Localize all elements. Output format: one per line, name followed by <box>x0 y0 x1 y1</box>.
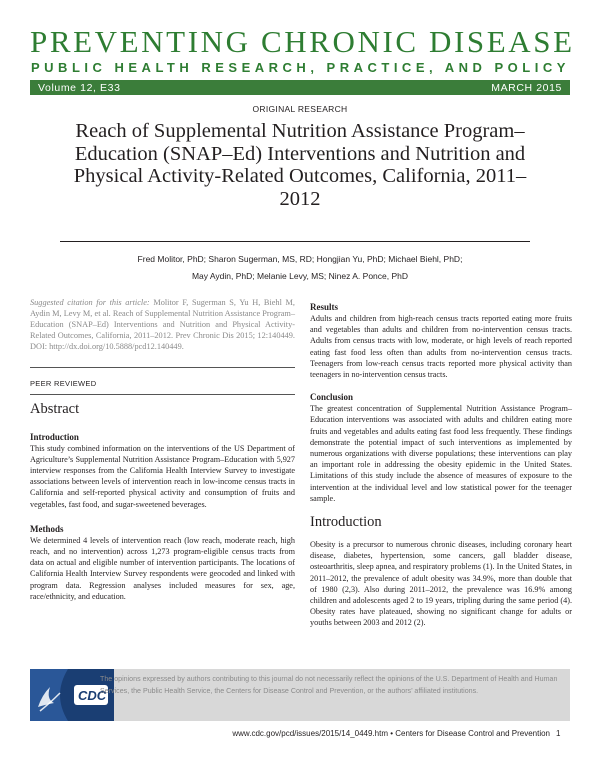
section-divider <box>30 394 295 395</box>
cdc-logo-text: CDC <box>78 688 107 703</box>
introduction-heading: Introduction <box>310 514 382 531</box>
section-divider <box>30 367 295 368</box>
abstract-introduction-heading: Introduction <box>30 431 79 442</box>
right-column <box>310 302 572 629</box>
issue-date: MARCH 2015 <box>491 81 562 94</box>
footer-disclaimer-bar <box>30 669 570 721</box>
title-divider <box>60 241 530 242</box>
methods-text: We determined 4 levels of intervention reach (low reach, moderate reach, high reach, and no intervention) across 1,273 program-eligible census tracts from data on actual and eligible number of intervention participants. The locations of California Health Interview Survey respondents were geocoded and linked with program data. Regression analyses included measures for sex, age, race/ethnicity, and education. <box>30 535 295 601</box>
results-heading: Results <box>310 302 339 312</box>
left-column <box>30 298 295 602</box>
disclaimer-text: The opinions expressed by authors contributing to this journal do not necessarily reflect the opinions of the U.S. Department of Health and Human Services, the Public Health Service, the Centers for Disease Control and Prevention, or the authors’ affiliated institutions. <box>100 675 558 695</box>
journal-title: PREVENTING CHRONIC DISEASE <box>30 24 575 59</box>
results-text: Adults and children from high-reach census tracts reported eating more fruits and vegetables than adults and children from no-intervention census tracts. Adults from census tracts with low, moderate, or high levels of reach reported eating fast food less often than adults from no-intervention census tracts. Teenagers from low-reach census tracts reported more physical activity than teenagers in no-intervention census tracts. <box>310 314 572 380</box>
peer-reviewed-label: PEER REVIEWED <box>30 378 97 388</box>
journal-subtitle: PUBLIC HEALTH RESEARCH, PRACTICE, AND POLICY <box>31 60 570 75</box>
introduction-text: Obesity is a precursor to numerous chronic diseases, including coronary heart disease, diabetes, hypertension, some cancers, gall bladder disease, osteoarthritis, sleep apnea, and respiratory problems (1). In the United States, in 2011–2012, the prevalence of adult obesity was 34.9%, more than double that of 1980 (2,3). Also during 2011–2012, the prevalence was 16.9% among children and adolescents aged 2 to 19 years, tripling during the same period (4). Obesity rates have plateaued, showing no significant change for adults or youths between 2003 and 2012 (2). <box>310 540 572 628</box>
citation-label: Suggested citation for this article: <box>30 298 150 307</box>
page-number: 1 <box>556 729 561 738</box>
conclusion-heading: Conclusion <box>310 392 354 403</box>
article-type: ORIGINAL RESEARCH <box>252 104 348 114</box>
authors-line-1: Fred Molitor, PhD; Sharon Sugerman, MS, RD; Hongjian Yu, PhD; Michael Biehl, PhD; <box>137 254 463 264</box>
author-list <box>80 251 520 285</box>
abstract-introduction-text: This study combined information on the interventions of the US Department of Agriculture’s Supplemental Nutrition Assistance Program–Education with 5,927 interview responses from the California Health Interview Survey to investigate associations between levels of intervention reach in low-income census tracts in California and self-reported physical activity and consumption of fruits and vegetables, fast food, and sugar-sweetened beverages. <box>30 443 295 509</box>
volume-bar <box>30 80 570 95</box>
authors-line-2: May Aydin, PhD; Melanie Levy, MS; Ninez A. Ponce, PhD <box>191 271 409 281</box>
article-title: Reach of Supplemental Nutrition Assistance Program–Education (SNAP–Ed) Interventions and Nutrition and Physical Activity-Related Outcomes, California, 2011–2012 <box>73 120 527 210</box>
abstract-heading: Abstract <box>30 400 80 417</box>
citation-text: Molitor F, Sugerman S, Yu H, Biehl M, Aydin M, Levy M, et al. Reach of Supplemental Nutrition Assistance Program–Education (SNAP–Ed) Interventions and Nutrition and Physical Activity-Related Outcomes, California, 2011–2012. Prev Chronic Dis 2015; 12:140449. DOI: http://dx.doi.org/10.5888/pcd12.140449. <box>30 298 295 351</box>
volume-label: Volume 12, E33 <box>38 81 121 94</box>
footer-url: www.cdc.gov/pcd/issues/2015/14_0449.htm • Centers for Disease Control and Prevention <box>232 729 550 738</box>
conclusion-text: The greatest concentration of Supplemental Nutrition Assistance Program–Education interventions was associated with adults and children eating more fruits and vegetables and adults eating fast food less frequently. These findings demonstrate the potential impact of such interventions as implemented by numerous organizations with diverse populations; these interventions can play an important role in addressing the obesity epidemic in the United States. Limitations of this study include the absence of measures of exposure to the intervention at the individual level and low statistical power for the teenager sample. <box>310 404 572 503</box>
methods-heading: Methods <box>30 523 64 534</box>
suggested-citation <box>30 298 295 353</box>
